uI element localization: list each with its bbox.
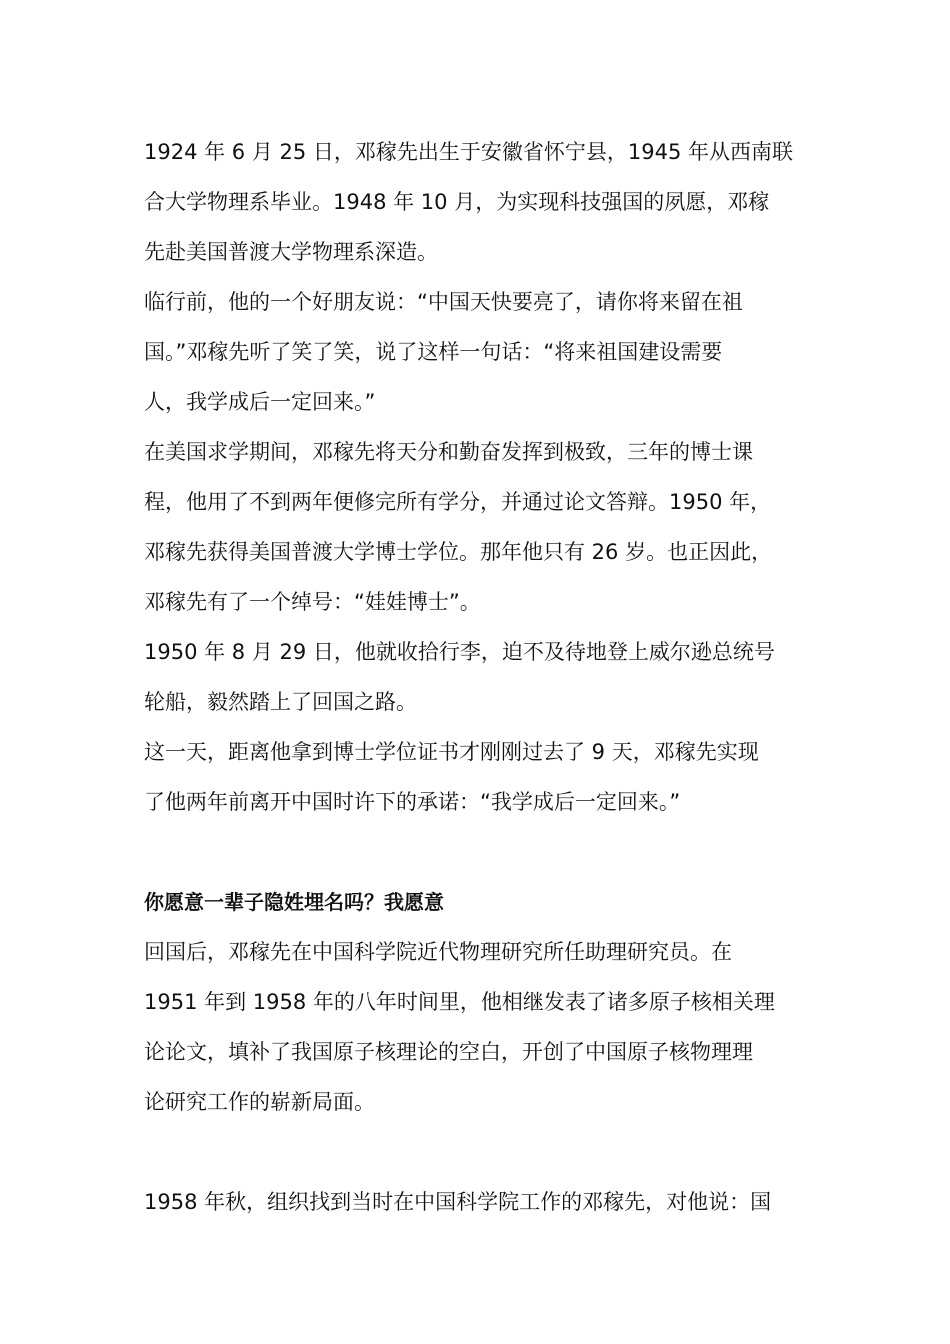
text-line: 论论文，填补了我国原子核理论的空白，开创了中国原子核物理理 bbox=[144, 1040, 753, 1064]
paragraph-spacer bbox=[144, 1127, 810, 1177]
paragraph-birth-education bbox=[144, 127, 810, 277]
paragraph-research-work bbox=[144, 927, 810, 1127]
text-line: 1951 年到 1958 年的八年时间里，他相继发表了诸多原子核相关理 bbox=[144, 990, 775, 1014]
text-line: 邓稼先有了一个绰号：“娃娃博士”。 bbox=[144, 590, 481, 614]
text-line: 临行前，他的一个好朋友说：“中国天快要亮了，请你将来留在祖 bbox=[144, 290, 743, 314]
text-line: 这一天，距离他拿到博士学位证书才刚刚过去了 9 天，邓稼先实现 bbox=[144, 740, 759, 764]
text-line: 回国后，邓稼先在中国科学院近代物理研究所任助理研究员。在 bbox=[144, 940, 732, 964]
text-line: 合大学物理系毕业。1948 年 10 月，为实现科技强国的夙愿，邓稼 bbox=[144, 190, 770, 214]
paragraph-1958-autumn bbox=[144, 1177, 810, 1227]
paragraph-spacer bbox=[144, 827, 810, 877]
text-line: 1950 年 8 月 29 日，他就收拾行李，迫不及待地登上威尔逊总统号 bbox=[144, 640, 775, 664]
text-line: 邓稼先获得美国普渡大学博士学位。那年他只有 26 岁。也正因此， bbox=[144, 540, 773, 564]
paragraph-return-journey bbox=[144, 627, 810, 727]
section-heading: 你愿意一辈子隐姓埋名吗？我愿意 bbox=[144, 890, 444, 914]
text-line: 国。”邓稼先听了笑了笑，说了这样一句话：“将来祖国建设需要 bbox=[144, 340, 723, 364]
text-line: 人，我学成后一定回来。” bbox=[144, 390, 376, 414]
document-body bbox=[144, 127, 810, 1227]
text-line: 程，他用了不到两年便修完所有学分，并通过论文答辩。1950 年， bbox=[144, 490, 772, 514]
text-line: 论研究工作的崭新局面。 bbox=[144, 1090, 375, 1114]
text-line: 在美国求学期间，邓稼先将天分和勤奋发挥到极致，三年的博士课 bbox=[144, 440, 753, 464]
text-line: 了他两年前离开中国时许下的承诺：“我学成后一定回来。” bbox=[144, 790, 681, 814]
paragraph-farewell-quote bbox=[144, 277, 810, 427]
paragraph-promise-kept bbox=[144, 727, 810, 827]
text-line: 1958 年秋，组织找到当时在中国科学院工作的邓稼先，对他说：国 bbox=[144, 1190, 772, 1214]
text-line: 先赴美国普渡大学物理系深造。 bbox=[144, 240, 438, 264]
text-line: 轮船，毅然踏上了回国之路。 bbox=[144, 690, 417, 714]
text-line: 1924 年 6 月 25 日，邓稼先出生于安徽省怀宁县，1945 年从西南联 bbox=[144, 140, 794, 164]
paragraph-study-abroad bbox=[144, 427, 810, 627]
